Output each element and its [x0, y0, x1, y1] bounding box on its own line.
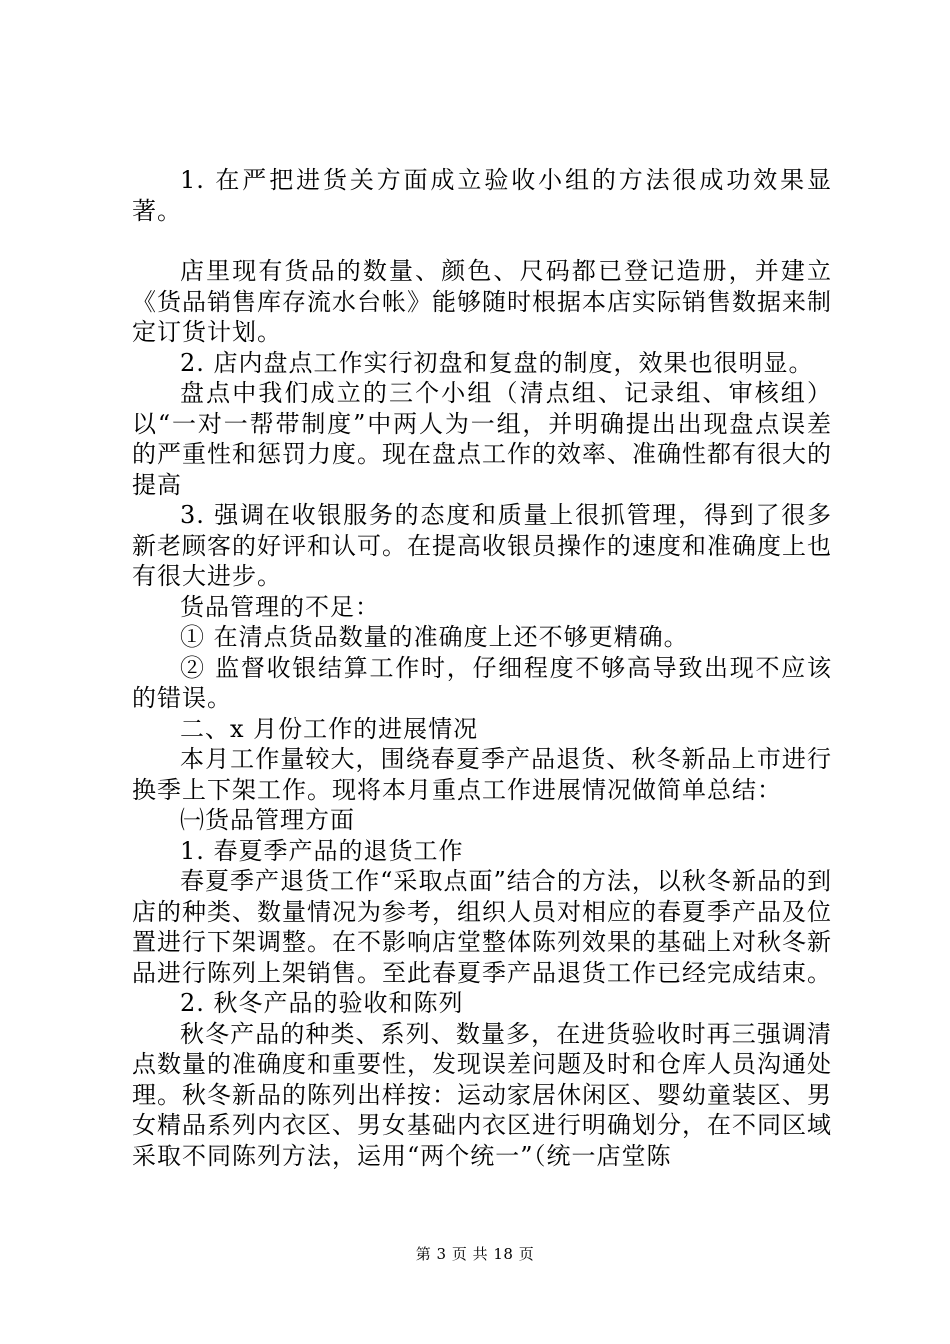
section-heading: 二、x 月份工作的进展情况 — [180, 714, 479, 743]
document-body — [132, 165, 832, 1171]
section-heading: ㈠货品管理方面 — [180, 806, 355, 834]
list-item: ① 在清点货品数量的准确度上还不够更精确。 — [180, 623, 689, 651]
section-heading: 货品管理的不足： — [180, 592, 380, 621]
paragraph: 秋冬产品的种类、系列、数量多，在进货验收时再三强调清点数量的准确度和重要性，发现误差问题及时和仓库人员沟通处理。秋冬新品的陈列出样按：运动家居休闲区、婴幼童装区、男女精品系列内衣区、男女基础内衣区进行明确划分，在不同区域采取不同陈列方法，运用“两个统一”（统一店堂陈 — [132, 1019, 832, 1170]
page-footer: 第 3 页 共 18 页 — [415, 1245, 535, 1263]
list-item: ② 监督收银结算工作时，仔细程度不够高导致出现不应该的错误。 — [132, 653, 832, 712]
section-heading: 2. 秋冬产品的验收和陈列 — [180, 989, 464, 1017]
paragraph: 盘点中我们成立的三个小组（清点组、记录组、审核组）以“一对一帮带制度”中两人为一组，并明确提出出现盘点误差的严重性和惩罚力度。现在盘点工作的效率、准确性都有很大的提高 — [132, 379, 832, 499]
paragraph: 3. 强调在收银服务的态度和质量上很抓管理，得到了很多新老顾客的好评和认可。在提高收银员操作的速度和准确度上也有很大进步。 — [132, 501, 832, 590]
section-heading: 1. 春夏季产品的退货工作 — [180, 836, 464, 865]
paragraph: 本月工作量较大，围绕春夏季产品退货、秋冬新品上市进行换季上下架工作。现将本月重点工作进展情况做简单总结： — [132, 745, 832, 804]
paragraph: 店里现有货品的数量、颜色、尺码都已登记造册，并建立《货品销售库存流水台帐》能够随时根据本店实际销售数据来制定订货计划。 — [132, 257, 832, 346]
paragraph: 春夏季产退货工作“采取点面”结合的方法，以秋冬新品的到店的种类、数量情况为参考，组织人员对相应的春夏季产品及位置进行下架调整。在不影响店堂整体陈列效果的基础上对秋冬新品进行陈列上架销售。至此春夏季产品退货工作已经完成结束。 — [132, 867, 832, 987]
paragraph: 2. 店内盘点工作实行初盘和复盘的制度，效果也很明显。 — [180, 348, 814, 377]
paragraph: 1. 在严把进货关方面成立验收小组的方法很成功效果显著。 — [132, 166, 832, 225]
